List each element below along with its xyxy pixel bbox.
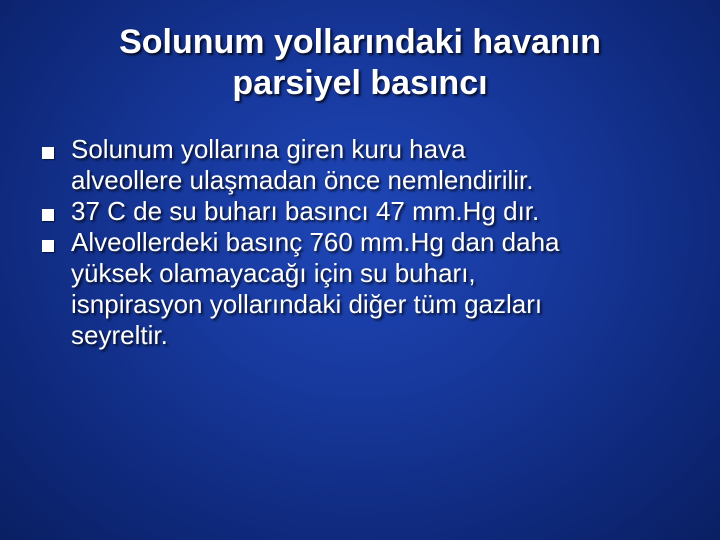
bullet-item xyxy=(42,196,682,227)
bullet-text: 37 C de su buharı basıncı 47 mm.Hg dır. xyxy=(71,196,540,226)
bullet-text: Alveollerdeki basınç 760 mm.Hg dan daha yüksek olamayacağı için su buharı, isnpirasyon yollarındaki diğer tüm gazları seyreltir. xyxy=(71,227,560,350)
bullet-item xyxy=(42,227,682,351)
bullet-list xyxy=(42,134,682,351)
square-bullet-icon xyxy=(42,209,54,221)
square-bullet-icon xyxy=(42,147,54,159)
bullet-text: Solunum yollarına giren kuru hava alveollere ulaşmadan önce nemlendirilir. xyxy=(71,134,534,195)
bullet-item xyxy=(42,134,682,196)
square-bullet-icon xyxy=(42,240,54,252)
slide-title: Solunum yollarındaki havanın parsiyel basıncı xyxy=(119,23,601,102)
